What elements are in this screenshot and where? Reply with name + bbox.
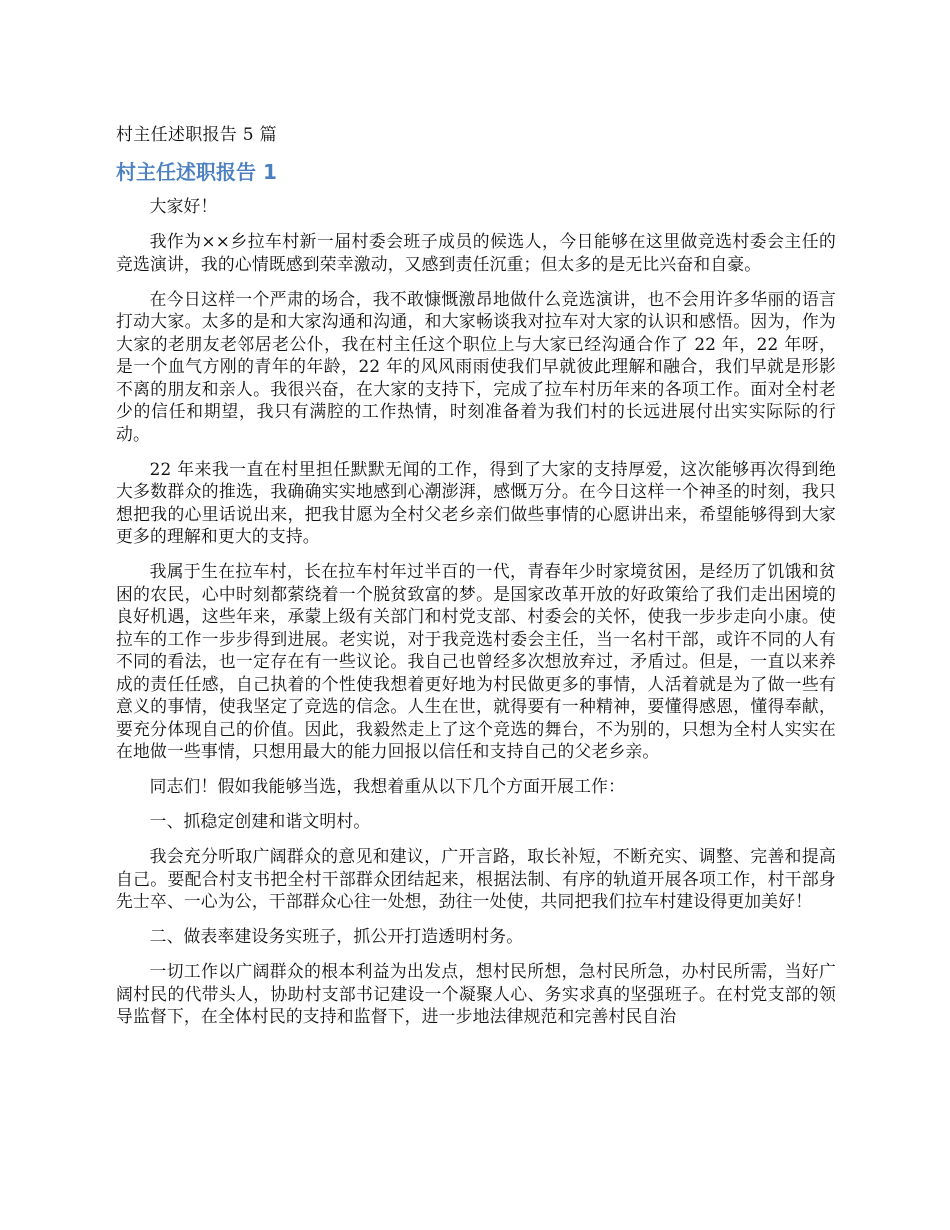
document-title: 村主任述职报告 5 篇 <box>116 125 277 145</box>
paragraph-greeting: 大家好！ <box>149 196 218 216</box>
paragraph-22-years: 22 年来我一直在村里担任默默无闻的工作，得到了大家的支持厚爱，这次能够再次得到绝大多数群众的推选，我确确实实地感到心潮澎湃，感慨万分。在今日这样一个神圣的时刻，我只想把我的心里话说出来，把我甘愿为全村父老乡亲们做些事情的心愿讲出来，希望能够得到大家更多的理解和更大的支持。 <box>116 458 836 546</box>
paragraph-point-two: 二、做表率建设务实班子，抓公开打造透明村务。 <box>149 926 524 946</box>
paragraph-point-one: 一、抓稳定创建和谐文明村。 <box>149 811 371 831</box>
paragraph-interests: 一切工作以广阔群众的根本利益为出发点，想村民所想，急村民所急，办村民所需，当好广阔村民的代带头人，协助村支部书记建设一个凝聚人心、务实求真的坚强班子。在村党支部的领导监督下，在全体村民的支持和监督下，进一步地法律规范和完善村民自治 <box>116 961 836 1026</box>
section-heading: 村主任述职报告 1 <box>116 160 277 184</box>
paragraph-communication: 在今日这样一个严肃的场合，我不敢慷慨激昂地做什么竞选演讲，也不会用许多华丽的语言打动大家。太多的是和大家沟通和沟通，和大家畅谈我对拉车对大家的认识和感悟。因为，作为大家的老朋友老邻居老公仆，我在村主任这个职位上与大家已经沟通合作了 22 年，22 年呀，是一个血气方刚的青年的年龄，22 年的风风雨雨使我们早就彼此理解和融合，我们早就是形影不离的朋友和亲人。我很兴奋，在大家的支持下，完成了拉车村历年来的各项工作。面对全村老少的信任和期望，我只有满腔的工作热情，时刻准备着为我们村的长远进展付出实实际际的行动。 <box>116 288 836 444</box>
paragraph-background: 我属于生在拉车村，长在拉车村年过半百的一代，青春年少时家境贫困，是经历了饥饿和贫困的农民，心中时刻都萦绕着一个脱贫致富的梦。是国家改革开放的好政策给了我们走出困境的良好机遇，这些年来，承蒙上级有关部门和村党支部、村委会的关怀，使我一步步走向小康。使拉车的工作一步步得到进展。老实说，对于我竞选村委会主任，当一名村干部，或许不同的人有不同的看法，也一定存在有一些议论。我自己也曾经多次想放弃过，矛盾过。但是，一直以来养成的责任任感，自己执着的个性使我想着更好地为村民做更多的事情，人活着就是为了做一些有意义的事情，使我坚定了竞选的信念。人生在世，就得要有一种精神，要懂得感恩，懂得奉献，要充分体现自己的价值。因此，我毅然走上了这个竞选的舞台，不为别的，只想为全村人实实在在地做一些事情，只想用最大的能力回报以信任和支持自己的父老乡亲。 <box>116 561 836 761</box>
paragraph-comrades: 同志们！假如我能够当选，我想着重从以下几个方面开展工作： <box>149 776 626 796</box>
paragraph-listen: 我会充分听取广阔群众的意见和建议，广开言路，取长补短，不断充实、调整、完善和提高自己。要配合村支书把全村干部群众团结起来，根据法制、有序的轨道开展各项工作，村干部身先士卒、一心为公，干部群众心往一处想，劲往一处使，共同把我们拉车村建设得更加美好！ <box>116 846 836 911</box>
paragraph-intro: 我作为××乡拉车村新一届村委会班子成员的候选人，今日能够在这里做竞选村委会主任的竞选演讲，我的心情既感到荣幸激动，又感到责任沉重；但太多的是无比兴奋和自豪。 <box>116 231 836 274</box>
document-page <box>116 124 836 1040</box>
